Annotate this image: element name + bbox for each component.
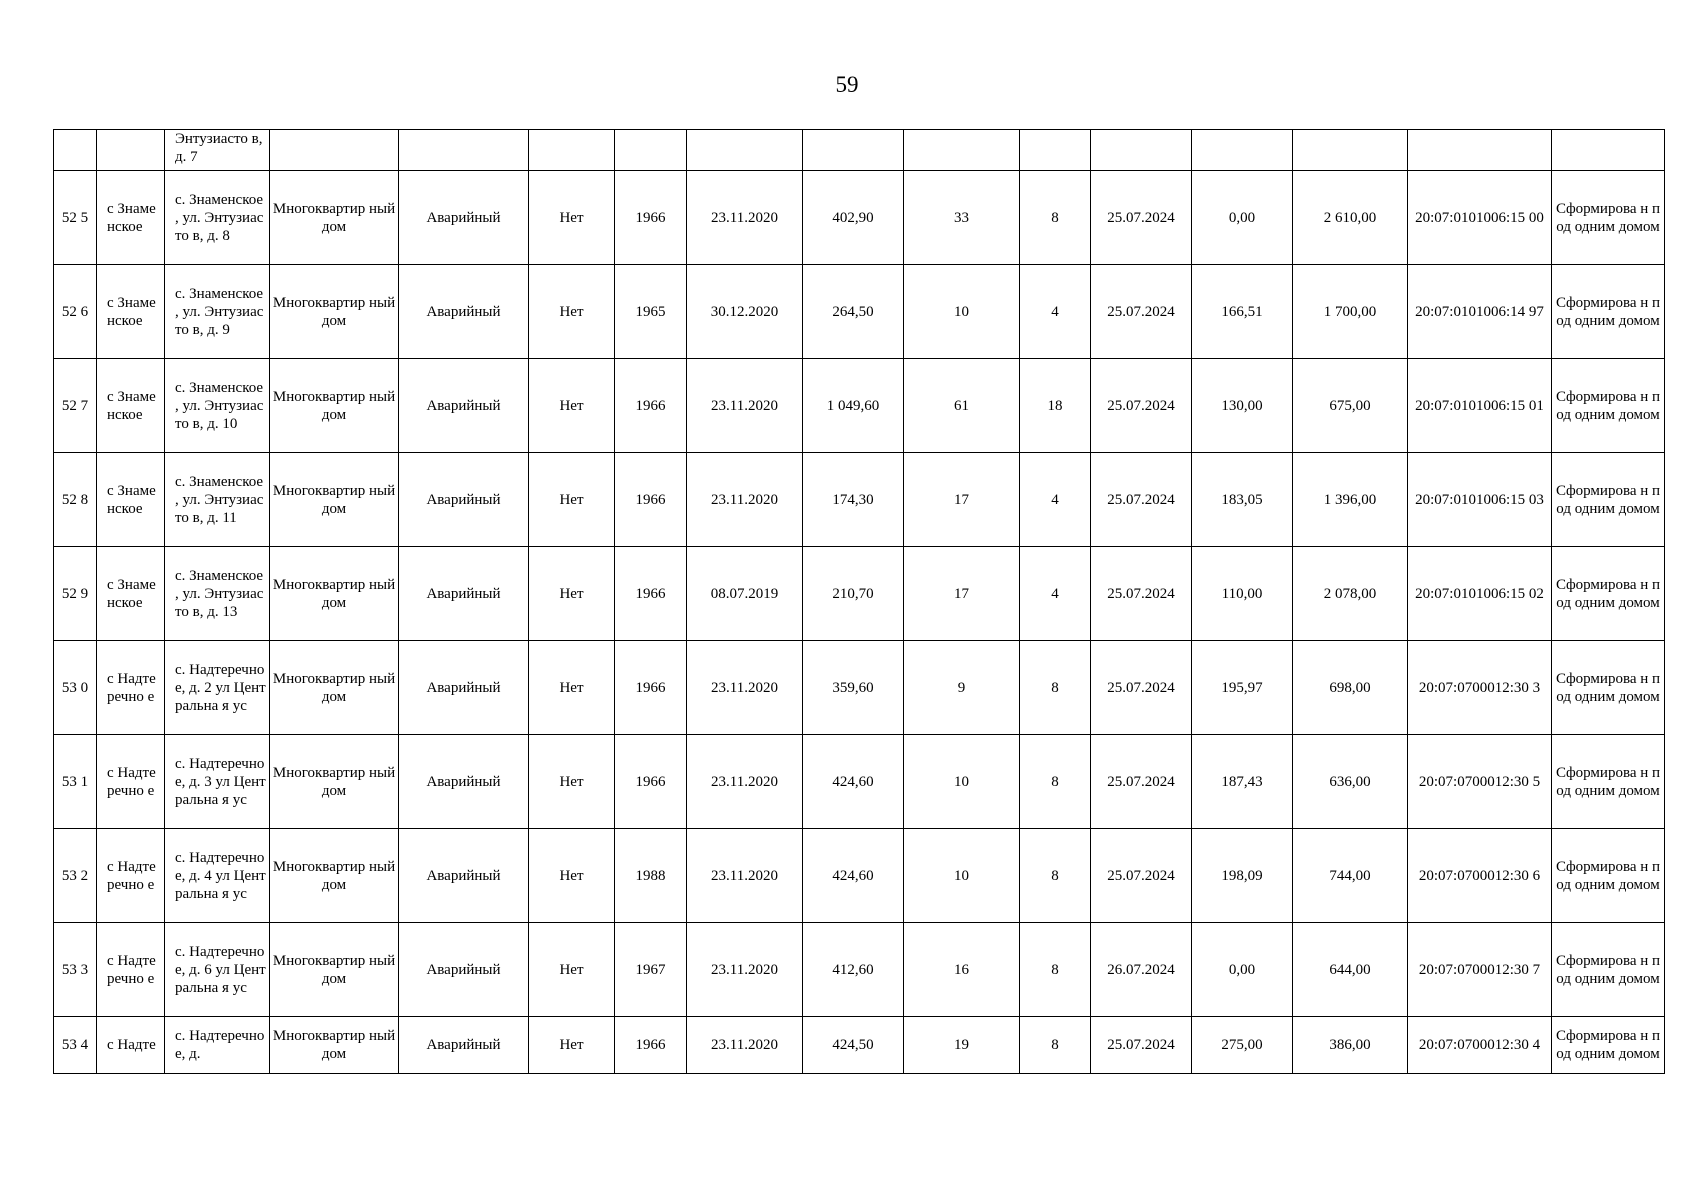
cell-residents: 19 (904, 1017, 1020, 1074)
cell-note (1552, 130, 1665, 171)
cell-num: 52 8 (54, 453, 97, 547)
cell-address: с. Надтеречно е, д. (165, 1017, 270, 1074)
cell-date: 23.11.2020 (687, 829, 803, 923)
cell-date: 23.11.2020 (687, 453, 803, 547)
cell-units: 4 (1020, 453, 1091, 547)
cell-flag: Нет (529, 265, 615, 359)
cell-settlement: с Надте (97, 1017, 165, 1074)
cell-year: 1966 (615, 735, 687, 829)
cell-year: 1966 (615, 171, 687, 265)
cell-num (54, 130, 97, 171)
cell-residents: 9 (904, 641, 1020, 735)
cell-cadastral: 20:07:0700012:30 4 (1408, 1017, 1552, 1074)
cell-settlement: с Знаме нское (97, 265, 165, 359)
cell-num: 53 0 (54, 641, 97, 735)
cell-area2: 0,00 (1192, 171, 1293, 265)
table-row (54, 265, 1665, 359)
cell-area: 424,50 (803, 1017, 904, 1074)
cell-status: Аварийный (399, 547, 529, 641)
cell-residents: 33 (904, 171, 1020, 265)
cell-units: 4 (1020, 265, 1091, 359)
cell-cadastral: 20:07:0101006:14 97 (1408, 265, 1552, 359)
cell-date2 (1091, 130, 1192, 171)
cell-flag: Нет (529, 923, 615, 1017)
cell-address: с. Надтеречно е, д. 3 ул Центральна я ус (165, 735, 270, 829)
cell-date2: 25.07.2024 (1091, 1017, 1192, 1074)
cell-type: Многоквартир ный дом (270, 735, 399, 829)
cell-year: 1965 (615, 265, 687, 359)
cell-flag: Нет (529, 453, 615, 547)
cell-flag (529, 130, 615, 171)
cell-type: Многоквартир ный дом (270, 171, 399, 265)
cell-settlement: с Надте речно е (97, 829, 165, 923)
cell-note: Сформирова н под одним домом (1552, 265, 1665, 359)
cell-year: 1967 (615, 923, 687, 1017)
table-row (54, 923, 1665, 1017)
cell-flag: Нет (529, 359, 615, 453)
cell-type: Многоквартир ный дом (270, 1017, 399, 1074)
table-row (54, 735, 1665, 829)
cell-note: Сформирова н под одним домом (1552, 547, 1665, 641)
cell-residents: 10 (904, 829, 1020, 923)
cell-flag: Нет (529, 171, 615, 265)
cell-land-area: 698,00 (1293, 641, 1408, 735)
cell-cadastral: 20:07:0700012:30 5 (1408, 735, 1552, 829)
cell-date: 23.11.2020 (687, 735, 803, 829)
cell-note: Сформирова н под одним домом (1552, 735, 1665, 829)
cell-address: с. Надтеречно е, д. 4 ул Центральна я ус (165, 829, 270, 923)
cell-residents: 10 (904, 265, 1020, 359)
cell-cadastral: 20:07:0101006:15 03 (1408, 453, 1552, 547)
cell-units: 8 (1020, 1017, 1091, 1074)
cell-note: Сформирова н под одним домом (1552, 923, 1665, 1017)
cell-units (1020, 130, 1091, 171)
cell-type (270, 130, 399, 171)
cell-date: 23.11.2020 (687, 1017, 803, 1074)
cell-flag: Нет (529, 641, 615, 735)
cell-residents: 17 (904, 453, 1020, 547)
cell-area2: 187,43 (1192, 735, 1293, 829)
cell-units: 4 (1020, 547, 1091, 641)
cell-status (399, 130, 529, 171)
cell-units: 18 (1020, 359, 1091, 453)
cell-address: с. Надтеречно е, д. 2 ул Центральна я ус (165, 641, 270, 735)
cell-land-area: 636,00 (1293, 735, 1408, 829)
cell-type: Многоквартир ный дом (270, 359, 399, 453)
cell-flag: Нет (529, 1017, 615, 1074)
cell-area2: 0,00 (1192, 923, 1293, 1017)
cell-area: 359,60 (803, 641, 904, 735)
cell-units: 8 (1020, 829, 1091, 923)
cell-land-area: 2 078,00 (1293, 547, 1408, 641)
cell-year: 1966 (615, 547, 687, 641)
cell-date2: 25.07.2024 (1091, 735, 1192, 829)
cell-land-area: 744,00 (1293, 829, 1408, 923)
cell-area2: 166,51 (1192, 265, 1293, 359)
cell-date: 08.07.2019 (687, 547, 803, 641)
cell-status: Аварийный (399, 265, 529, 359)
cell-year: 1966 (615, 453, 687, 547)
cell-cadastral: 20:07:0101006:15 02 (1408, 547, 1552, 641)
cell-num: 53 4 (54, 1017, 97, 1074)
cell-address: Энтузиасто в, д. 7 (165, 130, 270, 171)
cell-settlement: с Знаме нское (97, 453, 165, 547)
cell-area: 424,60 (803, 735, 904, 829)
cell-settlement (97, 130, 165, 171)
cell-address: с. Знаменское , ул. Энтузиасто в, д. 10 (165, 359, 270, 453)
table-row (54, 547, 1665, 641)
cell-note: Сформирова н под одним домом (1552, 453, 1665, 547)
cell-settlement: с Надте речно е (97, 923, 165, 1017)
cell-date2: 25.07.2024 (1091, 171, 1192, 265)
cell-date (687, 130, 803, 171)
cell-residents: 61 (904, 359, 1020, 453)
cell-status: Аварийный (399, 923, 529, 1017)
cell-note: Сформирова н под одним домом (1552, 1017, 1665, 1074)
cell-status: Аварийный (399, 453, 529, 547)
cell-num: 52 6 (54, 265, 97, 359)
cell-flag: Нет (529, 547, 615, 641)
cell-year: 1966 (615, 641, 687, 735)
cell-area: 264,50 (803, 265, 904, 359)
table-row (54, 1017, 1665, 1074)
page-number: 59 (835, 72, 859, 97)
cell-address: с. Надтеречно е, д. 6 ул Центральна я ус (165, 923, 270, 1017)
cell-type: Многоквартир ный дом (270, 829, 399, 923)
cell-area2: 110,00 (1192, 547, 1293, 641)
cell-area: 210,70 (803, 547, 904, 641)
cell-date: 30.12.2020 (687, 265, 803, 359)
table-row (54, 171, 1665, 265)
cell-area2: 183,05 (1192, 453, 1293, 547)
cell-address: с. Знаменское , ул. Энтузиасто в, д. 11 (165, 453, 270, 547)
cell-address: с. Знаменское , ул. Энтузиасто в, д. 8 (165, 171, 270, 265)
cell-address: с. Знаменское , ул. Энтузиасто в, д. 13 (165, 547, 270, 641)
cell-status: Аварийный (399, 641, 529, 735)
cell-year: 1966 (615, 1017, 687, 1074)
cell-area: 1 049,60 (803, 359, 904, 453)
cell-date: 23.11.2020 (687, 171, 803, 265)
cell-note: Сформирова н под одним домом (1552, 829, 1665, 923)
cell-status: Аварийный (399, 1017, 529, 1074)
cell-status: Аварийный (399, 735, 529, 829)
cell-status: Аварийный (399, 359, 529, 453)
cell-year: 1966 (615, 359, 687, 453)
cell-area2: 130,00 (1192, 359, 1293, 453)
cell-type: Многоквартир ный дом (270, 641, 399, 735)
cell-settlement: с Знаме нское (97, 547, 165, 641)
cell-settlement: с Знаме нское (97, 359, 165, 453)
cell-area (803, 130, 904, 171)
cell-type: Многоквартир ный дом (270, 923, 399, 1017)
cell-land-area: 1 700,00 (1293, 265, 1408, 359)
cell-date: 23.11.2020 (687, 923, 803, 1017)
cell-flag: Нет (529, 735, 615, 829)
cell-cadastral: 20:07:0101006:15 00 (1408, 171, 1552, 265)
cell-units: 8 (1020, 735, 1091, 829)
cell-settlement: с Знаме нское (97, 171, 165, 265)
table-row (54, 359, 1665, 453)
cell-land-area: 2 610,00 (1293, 171, 1408, 265)
cell-date: 23.11.2020 (687, 359, 803, 453)
cell-note: Сформирова н под одним домом (1552, 641, 1665, 735)
cell-year (615, 130, 687, 171)
cell-date2: 26.07.2024 (1091, 923, 1192, 1017)
cell-area2: 198,09 (1192, 829, 1293, 923)
cell-land-area: 644,00 (1293, 923, 1408, 1017)
cell-area: 174,30 (803, 453, 904, 547)
cell-residents: 10 (904, 735, 1020, 829)
table-row (54, 641, 1665, 735)
cell-num: 53 3 (54, 923, 97, 1017)
cell-area2 (1192, 130, 1293, 171)
cell-date2: 25.07.2024 (1091, 547, 1192, 641)
cell-land-area: 386,00 (1293, 1017, 1408, 1074)
cell-num: 52 7 (54, 359, 97, 453)
continuation-row (54, 130, 1665, 171)
cell-flag: Нет (529, 829, 615, 923)
cell-residents (904, 130, 1020, 171)
cell-status: Аварийный (399, 171, 529, 265)
cell-area2: 275,00 (1192, 1017, 1293, 1074)
cell-date2: 25.07.2024 (1091, 829, 1192, 923)
cell-settlement: с Надте речно е (97, 735, 165, 829)
cell-address: с. Знаменское , ул. Энтузиасто в, д. 9 (165, 265, 270, 359)
cell-units: 8 (1020, 171, 1091, 265)
cell-area: 424,60 (803, 829, 904, 923)
housing-registry-table (53, 129, 1665, 1074)
cell-cadastral: 20:07:0700012:30 6 (1408, 829, 1552, 923)
cell-units: 8 (1020, 923, 1091, 1017)
cell-num: 52 5 (54, 171, 97, 265)
cell-land-area: 1 396,00 (1293, 453, 1408, 547)
cell-date2: 25.07.2024 (1091, 359, 1192, 453)
cell-cadastral: 20:07:0101006:15 01 (1408, 359, 1552, 453)
cell-status: Аварийный (399, 829, 529, 923)
cell-cadastral: 20:07:0700012:30 3 (1408, 641, 1552, 735)
table-body (54, 130, 1665, 1074)
cell-type: Многоквартир ный дом (270, 453, 399, 547)
cell-type: Многоквартир ный дом (270, 547, 399, 641)
cell-date2: 25.07.2024 (1091, 453, 1192, 547)
cell-cadastral (1408, 130, 1552, 171)
cell-num: 53 1 (54, 735, 97, 829)
cell-residents: 16 (904, 923, 1020, 1017)
cell-residents: 17 (904, 547, 1020, 641)
cell-land-area (1293, 130, 1408, 171)
cell-type: Многоквартир ный дом (270, 265, 399, 359)
cell-note: Сформирова н под одним домом (1552, 171, 1665, 265)
cell-num: 53 2 (54, 829, 97, 923)
cell-num: 52 9 (54, 547, 97, 641)
cell-year: 1988 (615, 829, 687, 923)
cell-note: Сформирова н под одним домом (1552, 359, 1665, 453)
cell-cadastral: 20:07:0700012:30 7 (1408, 923, 1552, 1017)
table-row (54, 453, 1665, 547)
cell-area: 402,90 (803, 171, 904, 265)
table-row (54, 829, 1665, 923)
cell-settlement: с Надте речно е (97, 641, 165, 735)
cell-date2: 25.07.2024 (1091, 641, 1192, 735)
cell-units: 8 (1020, 641, 1091, 735)
cell-date: 23.11.2020 (687, 641, 803, 735)
cell-date2: 25.07.2024 (1091, 265, 1192, 359)
cell-area: 412,60 (803, 923, 904, 1017)
cell-area2: 195,97 (1192, 641, 1293, 735)
cell-land-area: 675,00 (1293, 359, 1408, 453)
